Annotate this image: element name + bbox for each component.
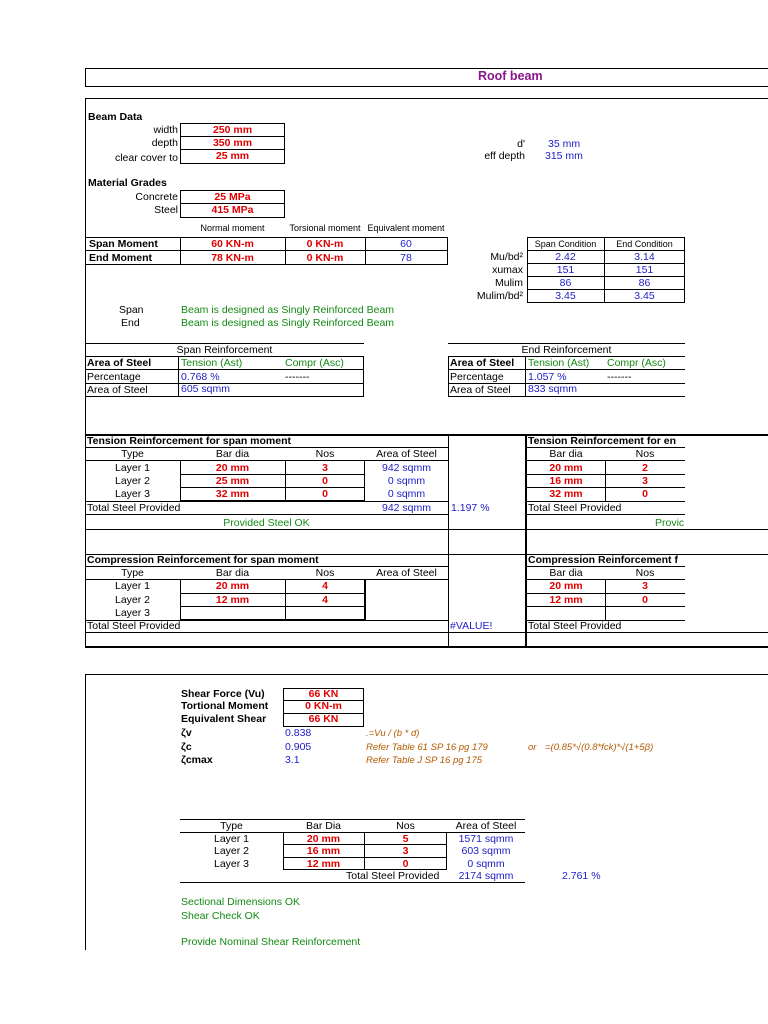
- ts-total-label: Total Steel Provided: [87, 502, 181, 514]
- span-aos-label: Area of Steel: [87, 384, 148, 396]
- grid-line: [525, 356, 526, 397]
- ts-col-dia: Bar dia: [215, 448, 250, 460]
- te-dia-2[interactable]: 32 mm: [549, 488, 583, 500]
- compr-end-title: Compression Reinforcement f: [528, 554, 678, 566]
- cs-type-2: Layer 3: [114, 607, 151, 619]
- section-bottom-border: [85, 646, 768, 648]
- zv-value: 0.838: [285, 727, 312, 739]
- zcmax-note: Refer Table J SP 16 pg 175: [366, 755, 483, 766]
- cond-label-0: Mu/bd²: [490, 251, 523, 263]
- cs-dia-1[interactable]: 12 mm: [215, 594, 250, 606]
- te-ok-text: Provic: [655, 517, 685, 529]
- te-total-label: Total Steel Provided: [528, 502, 622, 514]
- grid-line: [448, 434, 449, 646]
- st-dia-2[interactable]: 12 mm: [306, 858, 341, 870]
- end-aos-label: Area of Steel: [450, 384, 511, 396]
- ts-total-pct: 1.197 %: [451, 502, 490, 514]
- cond-label-1: xumax: [492, 264, 523, 276]
- effdepth-label: eff depth: [484, 150, 525, 162]
- effdepth-value: 315 mm: [545, 150, 583, 162]
- concrete-value[interactable]: 25 MPa: [214, 191, 251, 203]
- zc-formula: =(0.85*√(0.8*fck)*√(1+5β): [545, 742, 654, 753]
- cover-label: clear cover to: [114, 152, 178, 164]
- cs-col-type: Type: [121, 567, 144, 579]
- col-span-condition: Span Condition: [534, 239, 597, 249]
- ts-area-1: 0 sqmm: [387, 475, 426, 487]
- grid-line: [85, 674, 768, 675]
- ts-nos-1[interactable]: 0: [322, 475, 328, 487]
- ce-nos-1[interactable]: 0: [642, 594, 648, 606]
- steel-value[interactable]: 415 MPa: [211, 204, 254, 216]
- cond-label-3: Mulim/bd²: [476, 290, 523, 302]
- zcmax-label: ζcmax: [181, 754, 213, 766]
- te-col-nos: Nos: [635, 448, 655, 460]
- tension-end-title: Tension Reinforcement for en: [528, 435, 676, 447]
- end-tension-heading: Tension (Ast): [528, 357, 590, 369]
- end-equivalent-moment: 78: [400, 252, 412, 264]
- grid-line: [178, 356, 179, 397]
- zv-label: ζv: [181, 727, 192, 739]
- cover-value[interactable]: 25 mm: [215, 150, 250, 162]
- eq-shear-value: 66 KN: [308, 713, 339, 725]
- ce-total-label: Total Steel Provided: [528, 620, 622, 632]
- grid-line: [525, 514, 685, 515]
- span-pct-label: Percentage: [87, 371, 141, 383]
- st-nos-2[interactable]: 0: [402, 858, 409, 870]
- ts-area-0: 942 sqmm: [381, 462, 432, 474]
- st-type-1: Layer 2: [213, 845, 250, 857]
- ts-area-2: 0 sqmm: [387, 488, 426, 500]
- st-nos-0[interactable]: 5: [402, 833, 409, 845]
- grid-line: [85, 369, 364, 370]
- zv-note: .=Vu / (b * d): [366, 728, 420, 739]
- ce-dia-0[interactable]: 20 mm: [549, 580, 583, 592]
- span-pct-compr: -------: [285, 371, 310, 383]
- depth-label: depth: [151, 137, 178, 149]
- ts-type-0: Layer 1: [114, 462, 151, 474]
- st-col-area: Area of Steel: [455, 820, 517, 832]
- ts-total-value: 942 sqmm: [381, 502, 432, 514]
- cond-end-3: 3.45: [634, 290, 655, 302]
- ts-dia-2[interactable]: 32 mm: [215, 488, 250, 500]
- end-moment-label: End Moment: [89, 252, 152, 264]
- ce-nos-0[interactable]: 3: [642, 580, 648, 592]
- ts-col-area: Area of Steel: [376, 448, 437, 460]
- zc-or: or: [528, 742, 537, 753]
- cond-span-0: 2.42: [555, 251, 576, 263]
- ts-nos-2[interactable]: 0: [322, 488, 328, 500]
- st-nos-1[interactable]: 3: [402, 845, 409, 857]
- st-total-value: 2174 sqmm: [458, 870, 514, 882]
- cond-end-1: 151: [635, 264, 654, 276]
- vu-label: Shear Force (Vu): [181, 688, 265, 700]
- zc-note: Refer Table 61 SP 16 pg 179: [366, 742, 488, 753]
- cs-col-area: Area of Steel: [376, 567, 437, 579]
- section-top-border: [85, 98, 768, 99]
- width-value[interactable]: 250 mm: [212, 124, 253, 136]
- cond-span-3: 3.45: [555, 290, 576, 302]
- span-aos-heading: Area of Steel: [87, 357, 152, 369]
- end-torsional-moment[interactable]: 0 KN-m: [306, 252, 344, 264]
- cs-nos-0[interactable]: 4: [322, 580, 328, 592]
- end-reinf-title: End Reinforcement: [521, 344, 612, 356]
- te-dia-0[interactable]: 20 mm: [549, 462, 583, 474]
- st-area-2: 0 sqmm: [467, 858, 505, 870]
- st-col-dia: Bar Dia: [305, 820, 341, 832]
- grid-line: [85, 674, 86, 950]
- design-span-label: Span: [119, 304, 144, 316]
- st-dia-0[interactable]: 20 mm: [306, 833, 341, 845]
- ts-dia-0[interactable]: 20 mm: [215, 462, 250, 474]
- cs-nos-1[interactable]: 4: [322, 594, 328, 606]
- grid-line: [180, 606, 365, 607]
- span-moment-label: Span Moment: [89, 238, 158, 250]
- st-type-0: Layer 1: [213, 833, 250, 845]
- st-total-pct: 2.761 %: [562, 870, 601, 882]
- steel-label: Steel: [154, 204, 178, 216]
- te-nos-1[interactable]: 3: [642, 475, 648, 487]
- eq-shear-label: Equivalent Shear: [181, 713, 267, 725]
- col-equivalent-moment: Equivalent moment: [367, 223, 445, 233]
- ts-type-2: Layer 3: [114, 488, 151, 500]
- grid-line: [85, 632, 768, 633]
- ts-type-1: Layer 2: [114, 475, 151, 487]
- te-nos-2[interactable]: 0: [642, 488, 648, 500]
- title-bar: [85, 68, 768, 87]
- cs-type-1: Layer 2: [114, 594, 151, 606]
- end-compr-heading: Compr (Asc): [607, 357, 666, 369]
- cs-col-dia: Bar dia: [215, 567, 250, 579]
- grid-line: [180, 882, 525, 883]
- st-total-label: Total Steel Provided: [346, 870, 440, 882]
- te-nos-0[interactable]: 2: [642, 462, 648, 474]
- end-pct-label: Percentage: [450, 371, 504, 383]
- ts-col-type: Type: [121, 448, 144, 460]
- span-tension-heading: Tension (Ast): [181, 357, 243, 369]
- st-dia-1[interactable]: 16 mm: [306, 845, 341, 857]
- zcmax-value: 3.1: [285, 754, 300, 766]
- width-label: width: [153, 124, 178, 136]
- end-aos-heading: Area of Steel: [450, 357, 515, 369]
- ce-col-dia: Bar dia: [549, 567, 583, 579]
- tension-span-title: Tension Reinforcement for span moment: [87, 435, 291, 447]
- span-pct-value: 0.768 %: [181, 371, 220, 383]
- dprime-value: 35 mm: [548, 138, 581, 150]
- cond-end-2: 86: [638, 277, 651, 289]
- span-aos-value: 605 sqmm: [181, 383, 231, 395]
- cond-end-0: 3.14: [634, 251, 655, 263]
- st-area-1: 603 sqmm: [461, 845, 511, 857]
- cs-value-error: #VALUE!: [450, 620, 493, 632]
- grid-line: [448, 369, 685, 370]
- concrete-label: Concrete: [135, 191, 178, 203]
- st-area-0: 1571 sqmm: [458, 833, 514, 845]
- span-equivalent-moment: 60: [400, 238, 412, 250]
- col-end-condition: End Condition: [616, 239, 673, 249]
- grid-line: [85, 529, 768, 530]
- span-compr-heading: Compr (Asc): [285, 357, 344, 369]
- cs-total-label: Total Steel Provided: [87, 620, 181, 632]
- ce-dia-1[interactable]: 12 mm: [549, 594, 583, 606]
- design-end-text: Beam is designed as Singly Reinforced Beam: [181, 317, 395, 329]
- end-pct-value: 1.057 %: [528, 371, 567, 383]
- design-end-label: End: [121, 317, 140, 329]
- cond-span-2: 86: [559, 277, 572, 289]
- compr-span-title: Compression Reinforcement for span moment: [87, 554, 319, 566]
- design-span-text: Beam is designed as Singly Reinforced Beam: [181, 304, 395, 316]
- grid-line: [85, 250, 448, 251]
- material-heading: Material Grades: [88, 177, 167, 189]
- grid-line: [365, 579, 366, 620]
- grid-line: [85, 514, 448, 515]
- beam-data-heading: Beam Data: [88, 111, 143, 123]
- nominal-shear-note: Provide Nominal Shear Reinforcement: [181, 936, 361, 948]
- ts-dia-1[interactable]: 25 mm: [215, 475, 250, 487]
- tm-value[interactable]: 0 KN-m: [305, 700, 342, 712]
- tm-label: Tortional Moment: [181, 700, 269, 712]
- ts-ok-text: Provided Steel OK: [223, 517, 310, 529]
- sectional-check: Sectional Dimensions OK: [181, 896, 301, 908]
- span-normal-moment[interactable]: 60 KN-m: [211, 238, 254, 250]
- page-title: Roof beam: [478, 69, 543, 83]
- ce-col-nos: Nos: [635, 567, 655, 579]
- vu-value[interactable]: 66 KN: [308, 688, 339, 700]
- te-dia-1[interactable]: 16 mm: [549, 475, 583, 487]
- span-torsional-moment[interactable]: 0 KN-m: [306, 238, 344, 250]
- cond-label-2: Mulim: [495, 277, 523, 289]
- depth-value[interactable]: 350 mm: [212, 137, 253, 149]
- col-normal-moment: Normal moment: [200, 223, 265, 233]
- st-type-2: Layer 3: [213, 858, 250, 870]
- ts-col-nos: Nos: [315, 448, 335, 460]
- end-normal-moment[interactable]: 78 KN-m: [211, 252, 254, 264]
- ts-nos-0[interactable]: 3: [322, 462, 328, 474]
- shear-check: Shear Check OK: [181, 910, 260, 922]
- st-col-type: Type: [220, 820, 243, 832]
- zc-label: ζc: [181, 741, 192, 753]
- cs-dia-0[interactable]: 20 mm: [215, 580, 250, 592]
- cs-type-0: Layer 1: [114, 580, 151, 592]
- col-torsional-moment: Torsional moment: [289, 223, 361, 233]
- cond-span-1: 151: [556, 264, 575, 276]
- end-pct-compr: -------: [607, 371, 632, 383]
- st-col-nos: Nos: [396, 820, 415, 832]
- dprime-label: d': [517, 138, 525, 150]
- end-aos-value: 833 sqmm: [528, 383, 578, 395]
- span-reinf-title: Span Reinforcement: [176, 344, 273, 356]
- zc-value: 0.905: [285, 741, 312, 753]
- cs-col-nos: Nos: [315, 567, 335, 579]
- te-col-dia: Bar dia: [549, 448, 583, 460]
